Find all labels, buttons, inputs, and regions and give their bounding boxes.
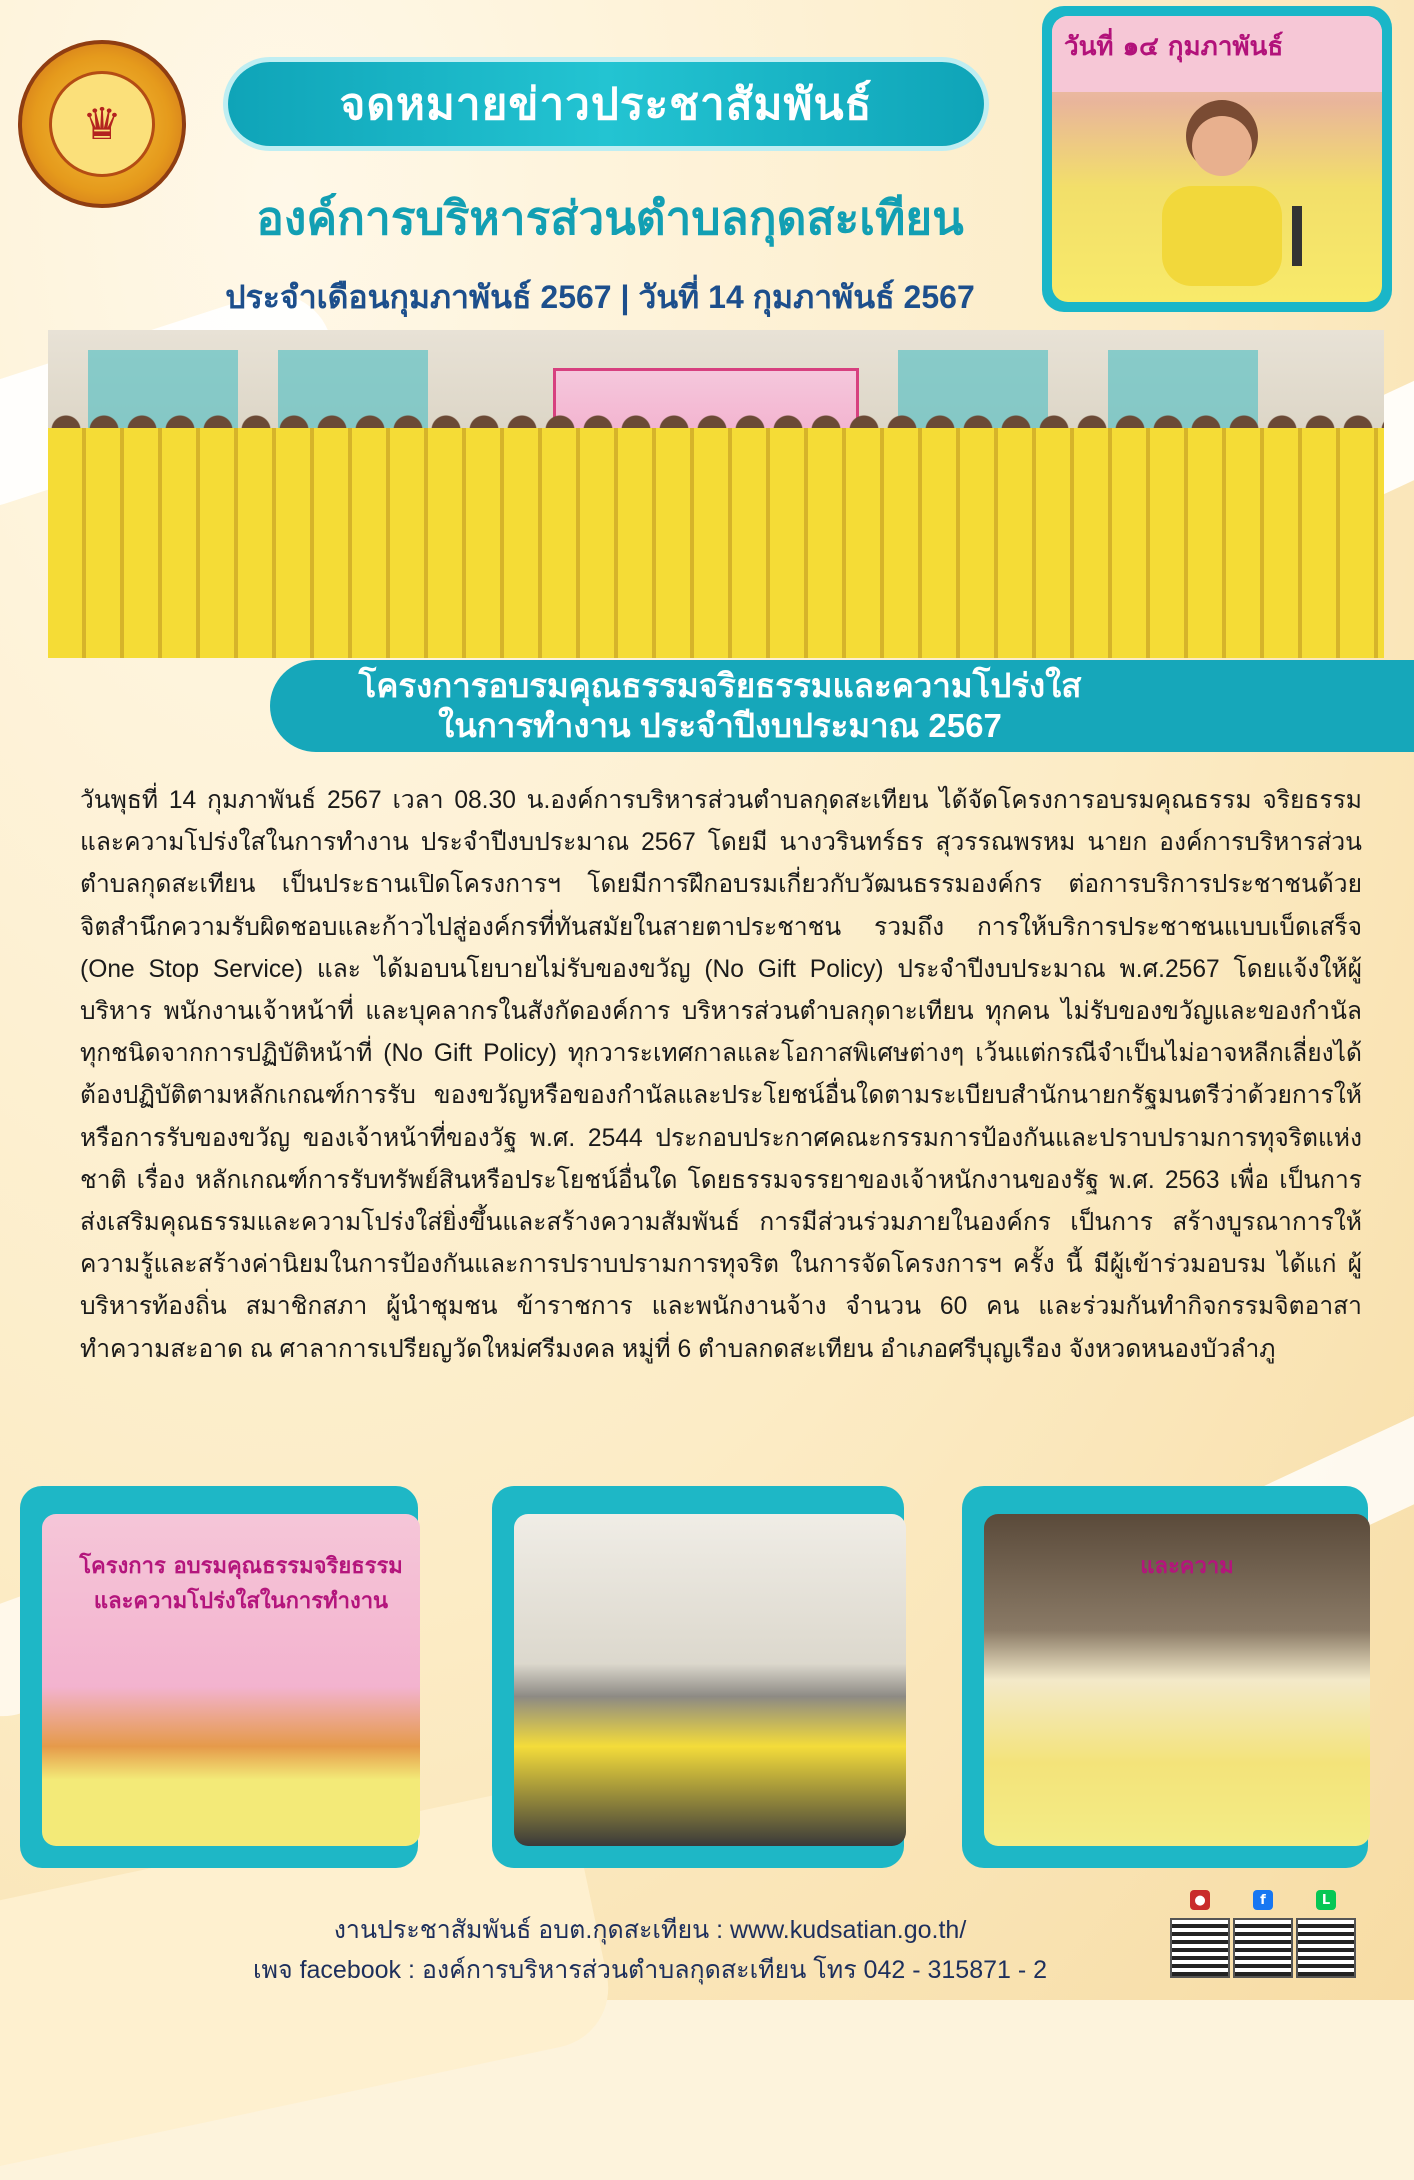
speaker-figure	[1142, 76, 1302, 286]
photo-banner: วันที่ ๑๔ กุมภาพันธ์	[1052, 16, 1382, 92]
newsletter-title: จดหมายข่าวประชาสัมพันธ์	[339, 80, 873, 129]
gallery-photo-monk	[42, 1514, 420, 1846]
qr-code-website[interactable]	[1170, 1918, 1230, 1978]
article-body: วันพุธที่ 14 กุมภาพันธ์ 2567 เวลา 08.30 น.องค์การบริหารส่วนตำบลกุดสะเทียน ได้จัดโครงการอบรมคุณธรรม จริยธรรมและความโปร่งใสในการทำงาน ประจำปีงบประมาณ 2567 โดยมี นางวรินทร์ธร สุวรรณพรหม นายก องค์การบริหารส่วนตำบลกุดสะเทียน เป็นประธานเปิดโครงการฯ โดยมีการฝึกอบรมเกี่ยวกับวัฒนธรรมองค์กร ต่อการบริการประชาชนด้วยจิตสำนึกความรับผิดชอบและก้าวไปสู่องค์กรที่ทันสมัยในสายตาประชาชน รวมถึง การให้บริการประชาชนแบบเบ็ดเสร็จ (One Stop Service) และ ได้มอบนโยบายไม่รับของขวัญ (No Gift Policy) ประจำปีงบประมาณ พ.ศ.2567 โดยแจ้งให้ผู้บริหาร พนักงานเจ้าหน้าที่ และบุคลากรในสังกัดองค์การ บริหารส่วนตำบลกุดาะเทียน ทุกคน ไม่รับของขวัญและของกำนัลทุกชนิดจากการปฏิบัติหน้าที่ (No Gift Policy) ทุกวาระเทศกาลและโอกาสพิเศษต่างๆ เว้นแต่กรณีจำเป็นไม่อาจหลีกเลี่ยงได้ ต้องปฏิบัติตามหลักเกณฑ์การรับ ของขวัญหรือของกำนัลและประโยชน์อื่นใดตามระเบียบสำนักนายกรัฐมนตรีว่าด้วยการให้หรือการรับของขวัญ ของเจ้าหน้าที่ของวัฐ พ.ศ. 2544 ประกอบประกาศคณะกรรมการป้องกันและปราบปรามการทุจริตแห่งชาติ เรื่อง หลักเกณฑ์การรับทรัพย์สินหรือประโยชน์อื่นใด โดยธรรมจรรยาของเจ้าหนักงานของรัฐ พ.ศ. 2563 เพื่อ เป็นการส่งเสริมคุณธรรมและความโปร่งใส่ยิ่งขึ้นและสร้างความสัมพันธ์ การมีส่วนร่วมภายในองค์กร เป็นการ สร้างบูรณาการให้ความรู้และสร้างค่านิยมในการป้องกันและการปราบปรามการทุจริต ในการจัดโครงการฯ ครั้ง นี้ มีผู้เข้าร่วมอบรม ได้แก่ ผู้บริหารท้องถิ่น สมาชิกสภา ผู้นำชุมชน ข้าราชการ และพนักงานจ้าง จำนวน 60 คน และร่วมกันทำกิจกรรมจิตอาสา ทำความสะอาด ณ ศาลาการเปรียญวัดใหม่ศรีมงคล หมู่ที่ 6 ตำบลกดสะเทียน อำเภอศรีบุญเรือง จังหวดหนองบัวลำภู	[80, 787, 1362, 1363]
top-photo-frame	[1042, 6, 1392, 312]
qr-code-facebook[interactable]	[1233, 1918, 1293, 1978]
speaker-photo	[1052, 16, 1382, 302]
footer-facebook[interactable]: เพจ facebook : องค์การบริหารส่วนตำบลกุดสะเทียน โทร 042 - 315871 - 2	[252, 1956, 1048, 1984]
footer-website[interactable]: งานประชาสัมพันธ์ อบต.กุดสะเทียน : www.kudsatian.go.th/	[333, 1916, 967, 1944]
newsletter-badge	[228, 62, 984, 146]
line-icon: L	[1316, 1890, 1336, 1910]
gallery-frame	[20, 1486, 418, 1868]
date-line: ประจำเดือนกุมภาพันธ์ 2567 | วันที่ 14 กุมภาพันธ์ 2567	[225, 279, 975, 315]
organization-name: องค์การบริหารส่วนตำบลกุดสะเทียน	[256, 192, 964, 244]
project-title-line2: ในการทำงาน ประจำปีงบประมาณ 2567	[438, 707, 1002, 744]
project-title-bar	[270, 660, 1414, 752]
seal-icon: ♛	[49, 71, 155, 177]
gallery-banner-text: และความ	[1140, 1554, 1234, 1579]
gallery-frame	[492, 1486, 904, 1868]
project-title-line1: โครงการอบรมคุณธรรมจริยธรรมและความโปร่งใส	[358, 667, 1082, 704]
qr-code-line[interactable]	[1296, 1918, 1356, 1978]
facebook-icon: f	[1253, 1890, 1273, 1910]
organization-logo	[18, 40, 186, 208]
gallery-frame	[962, 1486, 1368, 1868]
footer-contact	[150, 1910, 1150, 1990]
gallery-banner-text: โครงการ อบรมคุณธรรมจริยธรรม และความโปร่งใสในการทำงาน	[79, 1554, 403, 1614]
group-photo	[48, 330, 1384, 658]
gallery-photo-speaker	[984, 1514, 1370, 1846]
crowd-yellow-shirts	[48, 428, 1384, 658]
gallery-photo-hall	[514, 1514, 906, 1846]
web-icon: ●	[1190, 1890, 1210, 1910]
